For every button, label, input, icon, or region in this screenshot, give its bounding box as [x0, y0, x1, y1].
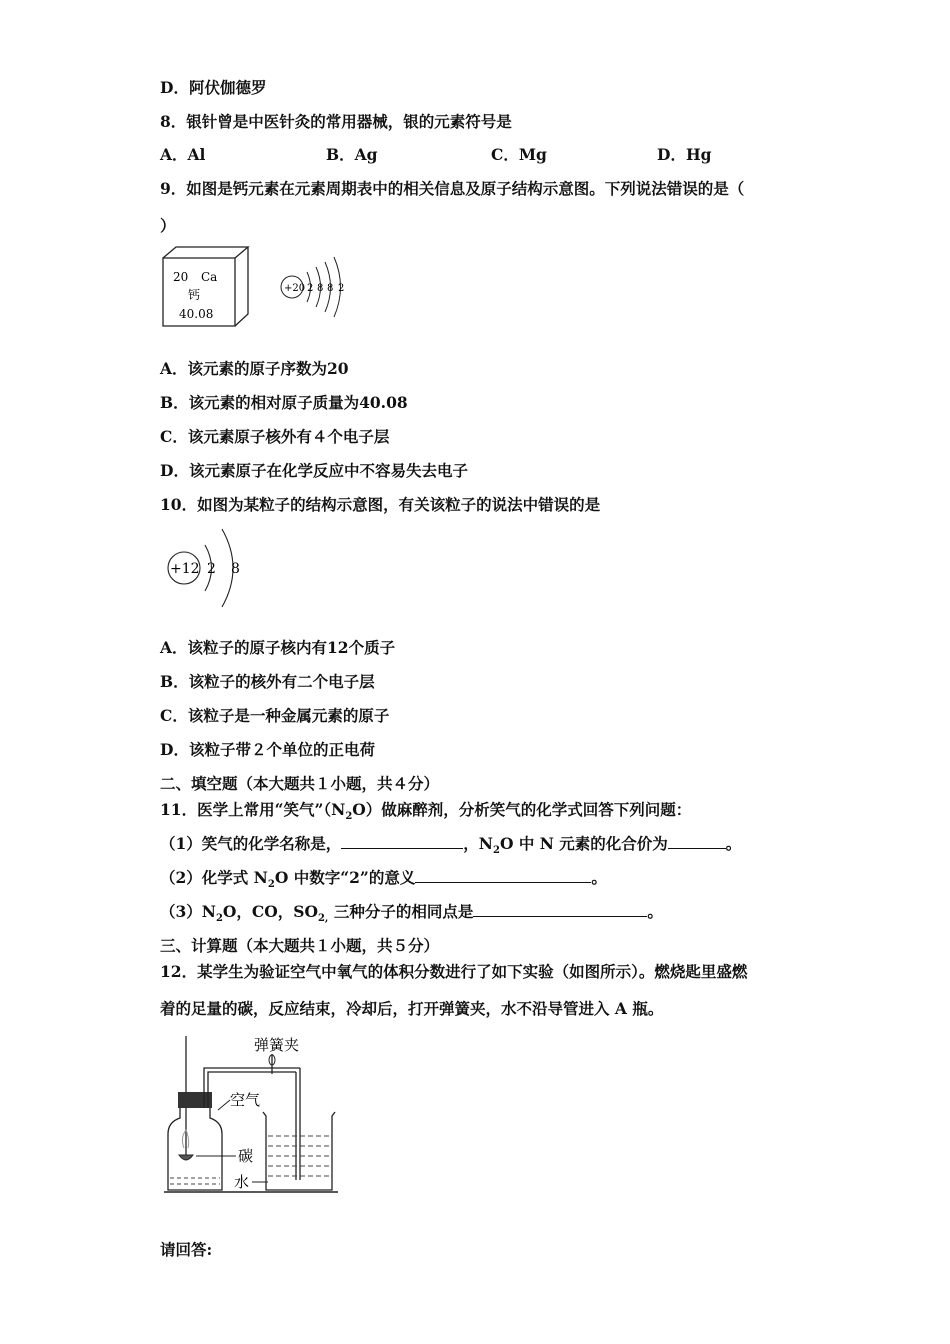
q10-stem: 10．如图为某粒子的结构示意图，有关该粒子的说法中错误的是 — [160, 495, 601, 514]
q10-figure — [160, 525, 250, 613]
water-label: 水 — [234, 1173, 250, 1191]
answer-blank[interactable] — [341, 834, 463, 849]
q12-stem-line-1: 12．某学生为验证空气中氧气的体积分数进行了如下实验（如图所示）。燃烧匙里盛燃 — [160, 962, 748, 981]
q10-option-b: B．该粒子的核外有二个电子层 — [160, 672, 375, 691]
beaker — [263, 1112, 335, 1190]
q11-part-1: （1）笑气的化学名称是， ，$N_2O$ 中 N 元素的化合价为 。 — [160, 834, 742, 857]
q9-stem: 9．如图是钙元素在元素周期表中的相关信息及原子结构示意图。下列说法错误的是（ — [160, 179, 745, 198]
q10-option-c: C．该粒子是一种金属元素的原子 — [160, 706, 390, 725]
atomic-number: 20 — [173, 270, 189, 284]
shell-2-count: 8 — [317, 283, 324, 294]
stopper — [178, 1092, 212, 1108]
shell-3-count: 8 — [327, 283, 334, 294]
answer-blank[interactable] — [415, 868, 591, 883]
q8-option-c: C．Mg — [491, 145, 547, 164]
q8-option-b: B．Ag — [326, 145, 378, 164]
nucleus-charge: +12 — [170, 561, 200, 577]
q9-option-a: A．该元素的原子序数为20 — [160, 359, 349, 378]
element-name: 钙 — [188, 288, 201, 302]
q9-option-b: B．该元素的相对原子质量为40.08 — [160, 393, 408, 412]
answer-blank[interactable] — [473, 902, 647, 917]
atomic-mass: 40.08 — [179, 307, 214, 321]
q9-option-d: D．该元素原子在化学反应中不容易失去电子 — [160, 461, 468, 480]
q8-option-d: D．Hg — [657, 145, 712, 164]
q11-part-2: （2）化学式 $N_2O$ 中数字“2”的意义 。 — [160, 868, 607, 891]
element-cell — [163, 247, 248, 326]
q11-stem: 11．医学上常用“笑气$”(N_2O)$做麻醉剂，分析笑气的化学式回答下列问题： — [160, 800, 692, 823]
q12-answer-prompt: 请回答: — [160, 1240, 213, 1259]
q7-option-d: D．阿伏伽德罗 — [160, 78, 267, 97]
shell-1-count: 2 — [207, 561, 216, 577]
shell-4-count: 2 — [338, 283, 345, 294]
shell-2-count: 8 — [231, 561, 240, 577]
q10-option-d: D．该粒子带２个单位的正电荷 — [160, 740, 375, 759]
shell-1-count: 2 — [307, 283, 314, 294]
q8-stem: 8．银针曾是中医针灸的常用器械，银的元素符号是 — [160, 112, 512, 131]
q10-option-a: A．该粒子的原子核内有12个质子 — [160, 638, 396, 657]
section-3-heading: 三、计算题（本大题共１小题，共５分） — [160, 936, 440, 955]
section-2-heading: 二、填空题（本大题共１小题，共４分） — [160, 774, 440, 793]
answer-blank[interactable] — [668, 834, 726, 849]
air-label: 空气 — [230, 1091, 261, 1109]
combustion-spoon — [179, 1155, 193, 1160]
nucleus-charge: +20 — [284, 283, 306, 294]
carbon-label: 碳 — [238, 1147, 254, 1165]
q9-stem-end: ） — [160, 216, 176, 235]
calcium-atom-diagram — [281, 257, 344, 317]
q8-option-a: A．Al — [160, 145, 206, 164]
q12-apparatus-figure — [160, 1030, 345, 1198]
q9-option-c: C．该元素原子核外有４个电子层 — [160, 427, 390, 446]
element-symbol: Ca — [201, 270, 218, 284]
q11-part-3: $(3)N_2O$，CO，$SO_{2,}$ 三种分子的相同点是 。 — [160, 902, 663, 925]
q9-figure — [160, 244, 352, 330]
clamp-label: 弹簧夹 — [254, 1036, 300, 1054]
q12-stem-line-2: 着的足量的碳，反应结束，冷却后，打开弹簧夹，水不沿导管进入 A 瓶。 — [160, 999, 664, 1018]
